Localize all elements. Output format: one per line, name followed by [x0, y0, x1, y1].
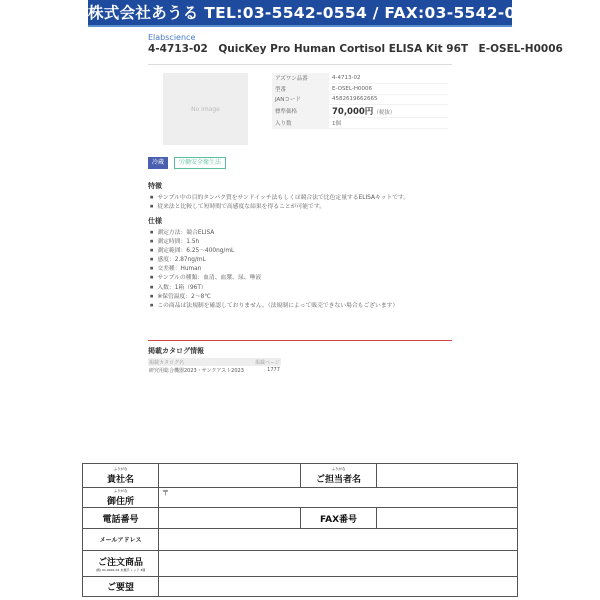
brand-link[interactable]: Elabscience: [148, 33, 196, 42]
address-label: [83, 488, 159, 508]
price: 70,000円: [332, 107, 374, 117]
spec-key: 標準価格: [272, 105, 329, 118]
spec-key: 型番: [272, 84, 329, 95]
product-title: 4-4713-02 QuicKey Pro Human Cortisol ELISA Kit 96T E-OSEL-H0006: [148, 43, 563, 55]
spec-key: 入り数: [272, 118, 329, 129]
label-text: 貴社名: [106, 474, 134, 485]
spec-key: JANコード: [272, 94, 329, 105]
catalog-name: 研究用総合機器2023・サンクアスト2023: [149, 367, 244, 374]
fax-label: FAX番号: [301, 508, 377, 529]
phone-field[interactable]: [159, 508, 301, 529]
spec-value: 4-4713-02: [329, 73, 448, 84]
person-field[interactable]: [377, 464, 518, 488]
label-text: ご注文商品: [97, 558, 143, 568]
label-text: ご担当者名: [315, 474, 361, 485]
list-item: ■ サンプル中の目的タンパク質をサンドイッチ法もしくは競合法で比色定量するELISAキットです。: [150, 193, 409, 202]
list-item: ■ 測定方法：競合ELISA: [150, 228, 398, 237]
spec-key: アズワン品番: [272, 73, 329, 84]
list-item: ■ この商品は法規制を確認しておりません。（法規制によって販売できない場合もございます）: [150, 301, 398, 310]
catalog-divider: [148, 340, 452, 341]
tag-refrigerated: 冷蔵: [148, 157, 168, 169]
furigana: ふりがな: [331, 466, 346, 471]
postal-mark: 〒: [162, 489, 169, 497]
fax-field[interactable]: [377, 508, 518, 529]
furigana: ふりがな: [113, 466, 128, 471]
col-page: 掲載ページ: [255, 359, 280, 366]
tax-note: （税抜）: [373, 110, 396, 116]
list-item: ■ 測定範囲：6.25～400ng/mL: [150, 246, 398, 255]
company-field[interactable]: [159, 464, 301, 488]
address-field[interactable]: [159, 488, 518, 508]
catalog-page: 1777: [267, 367, 280, 373]
email-label: メールアドレス: [83, 529, 159, 551]
request-label: ご要望: [83, 577, 159, 597]
list-item: ■ ※保管温度：2～8℃: [150, 292, 398, 301]
company-label: [83, 464, 159, 488]
person-label: [301, 464, 377, 488]
order-label: [83, 551, 159, 577]
label-text: 御住所: [106, 496, 134, 507]
email-field[interactable]: [159, 529, 518, 551]
catalog-heading: 掲載カタログ情報: [148, 347, 204, 355]
product-image-placeholder: No image: [163, 73, 248, 145]
spec-heading: 仕様: [148, 217, 162, 225]
order-field[interactable]: [159, 551, 518, 577]
tag-safety-law: 労働安全衛生法: [174, 157, 226, 169]
spec-value: E-OSEL-H0006: [329, 84, 448, 95]
header-banner: 株式会社あうる TEL:03-5542-0554 / FAX:03-5542-0528: [88, 0, 512, 27]
col-name: 掲載カタログ名: [148, 358, 254, 366]
catalog-table: [148, 358, 281, 374]
list-item: ■ 入数：1箱（96T）: [150, 283, 398, 292]
list-item: ■ サンプルの種類：血清、血漿、尿、唾液: [150, 273, 398, 282]
divider: [148, 64, 452, 65]
spec-value: 1個: [329, 118, 448, 129]
features-list: [150, 193, 409, 211]
spec-value: [329, 105, 448, 118]
request-field[interactable]: [159, 577, 518, 597]
features-heading: 特徴: [148, 182, 162, 190]
spec-value: 4582619662665: [329, 94, 448, 105]
spec-table: [272, 73, 448, 129]
order-example: (例) 01-0001-01 丸極手 レッド 3個: [95, 568, 146, 572]
list-item: ■ 交差種：Human: [150, 264, 398, 273]
list-item: ■ 感度：2.87ng/mL: [150, 255, 398, 264]
furigana: ふりがな: [113, 488, 128, 493]
order-form: [82, 463, 518, 597]
list-item: ■ 測定時間：1.5h: [150, 237, 398, 246]
phone-label: 電話番号: [83, 508, 159, 529]
spec-list: [150, 228, 398, 310]
list-item: ■ 従来法と比較して短時間で高感度な結果を得ることが可能です。: [150, 202, 409, 211]
